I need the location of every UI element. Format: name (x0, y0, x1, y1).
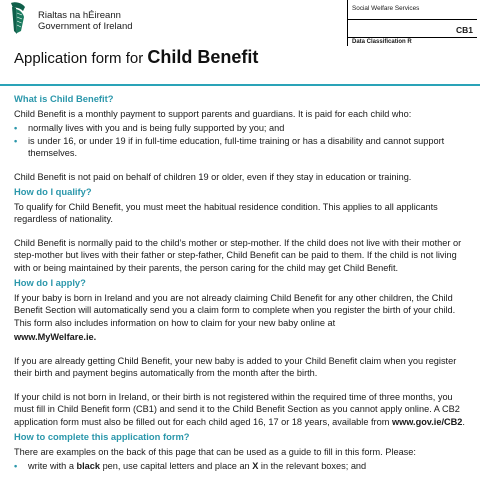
list-item: • normally lives with you and is being fully supported by you; and (14, 123, 285, 133)
apply-p1: If your baby is born in Ireland and you are not already claiming Child Benefit for any other children, the Child Benefit Section will automatically send you a claim form to complete when you register the birth of your child. This form also includes information on how to claim for your new baby online at (14, 292, 456, 328)
heading-what-is: What is Child Benefit? (14, 93, 114, 104)
list-item: • is under 16, or under 19 if in full-time education, full-time training or has a disability and cannot support themselves. (14, 135, 445, 158)
page-title (14, 47, 258, 68)
eligibility-list (14, 122, 472, 160)
cb2-link[interactable]: www.gov.ie/CB2 (391, 416, 463, 427)
government-wordmark (38, 10, 133, 32)
service-label: Social Welfare Services (352, 5, 420, 12)
what-intro: Child Benefit is a monthly payment to support parents and guardians. It is paid for each child who: (14, 108, 412, 119)
qualify-p2: Child Benefit is normally paid to the child’s mother or step-mother. If the child does not live with their mother or step-mother but lives with their father or step-father, Child Benefit can be paid to them. If the child is not living with or being maintained by their parents, the person caring for the child may get Child Benefit. (14, 237, 462, 273)
divider (0, 84, 480, 86)
bullet-icon: • (14, 135, 18, 146)
mywelfare-link[interactable]: www.MyWelfare.ie (14, 332, 94, 342)
main-content (14, 90, 472, 475)
form-code-box (347, 0, 476, 46)
mywelfare-link-line: www.MyWelfare.ie. (14, 332, 97, 342)
complete-p1: There are examples on the back of this page that can be used as a guide to fill in this form. Please: (14, 446, 416, 457)
form-code: CB1 (348, 19, 477, 37)
gov-line-english: Government of Ireland (38, 21, 133, 32)
bullet-icon: • (14, 123, 18, 133)
title-emphasis: Child Benefit (147, 47, 259, 67)
apply-p3: If your child is not born in Ireland, or their birth is not registered within the required time of three months, you must fill in Child Benefit form (CB1) and send it to the Child Benefit Section as you cannot apply online. A CB2 application form must also be filled out for each child aged 16, 17 or 18 years, available from www.gov.ie/CB2. (14, 391, 465, 427)
data-classification: Data Classification R (348, 37, 477, 47)
instructions-list (14, 460, 472, 473)
gov-line-irish: Rialtas na hÉireann (38, 10, 121, 21)
heading-qualify: How do I qualify? (14, 186, 92, 197)
list-item: • write with a black pen, use capital letters and place an X in the relevant boxes; and (14, 461, 367, 471)
apply-p2: If you are already getting Child Benefit, your new baby is added to your Child Benefit claim when you register their birth and payment begins automatically from the month after the birth. (14, 355, 457, 378)
heading-apply: How do I apply? (14, 277, 86, 288)
what-note: Child Benefit is not paid on behalf of children 19 or older, even if they stay in education or training. (14, 171, 412, 182)
title-prefix: Application form for (14, 50, 148, 67)
harp-logo-icon (9, 1, 27, 35)
bullet-icon: • (14, 461, 18, 471)
heading-complete: How to complete this application form? (14, 431, 190, 442)
page-header (0, 0, 480, 46)
qualify-p1: To qualify for Child Benefit, you must meet the habitual residence condition. This applies to all applicants regardless of nationality. (14, 201, 438, 224)
